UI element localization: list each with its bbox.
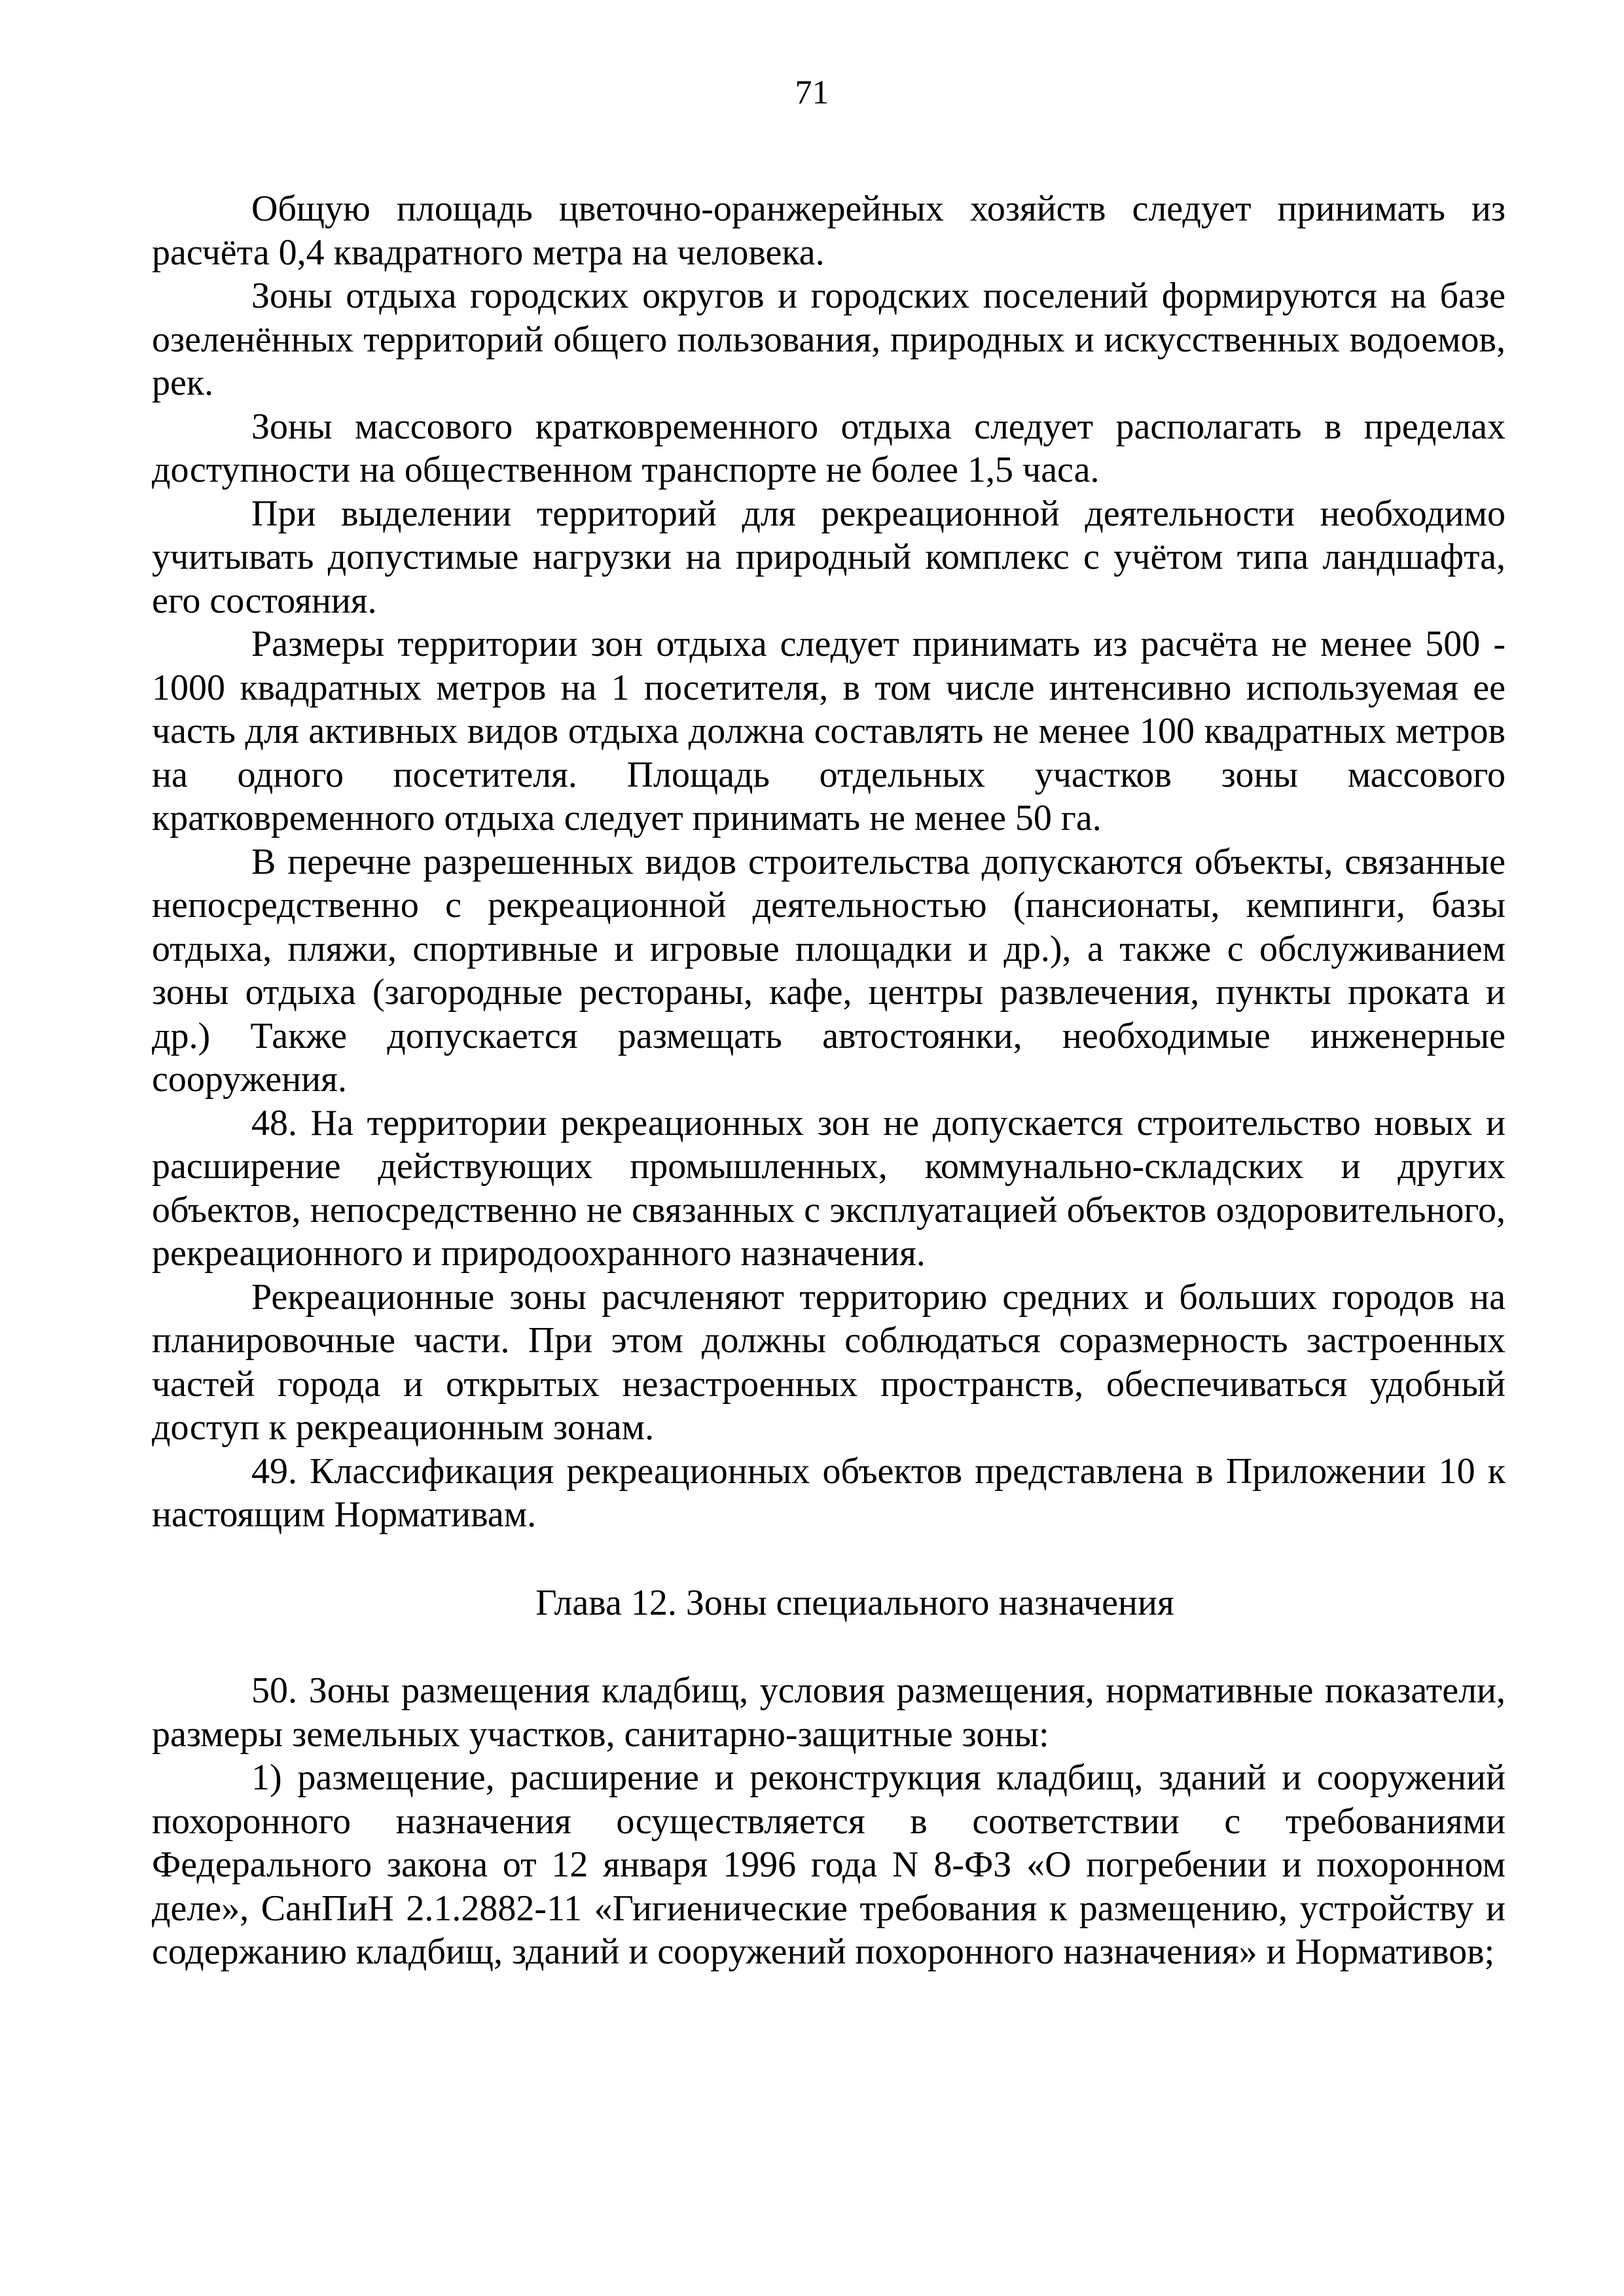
paragraph-recreational-zones-division: Рекреационные зоны расчленяют территорию средних и больших городов на планировочные части. При этом должны соблюдаться соразмерность застроенных частей города и открытых незастроенных пространств, обеспечиваться удобный доступ к рекреационным зонам. [152, 1276, 1506, 1448]
paragraph-item-49: 49. Классификация рекреационных объектов представлена в Приложении 10 к настоящим Нормативам. [152, 1450, 1506, 1535]
chapter-heading: Глава 12. Зоны специального назначения [535, 1582, 1174, 1623]
document-body [152, 187, 1506, 1974]
paragraph-item-48: 48. На территории рекреационных зон не допускается строительство новых и расширение действующих промышленных, коммунально-складских и других объектов, непосредственно не связанных с эксплуатацией объектов оздоровительного, рекреационного и природоохранного назначения. [152, 1102, 1506, 1274]
paragraph-short-term-rest-accessibility: Зоны массового кратковременного отдыха следует располагать в пределах доступности на общественном транспорте не более 1,5 часа. [152, 406, 1506, 490]
paragraph-flower-greenhouse-area: Общую площадь цветочно-оранжерейных хозяйств следует принимать из расчёта 0,4 квадратного метра на человека. [152, 188, 1506, 273]
page-number: 71 [795, 74, 829, 111]
paragraph-territory-sizes: Размеры территории зон отдыха следует принимать из расчёта не менее 500 - 1000 квадратных метров на 1 посетителя, в том числе интенсивно используемая ее часть для активных видов отдыха должна составлять не менее 100 квадратных метров на одного посетителя. Площадь отдельных участков зоны массового кратковременного отдыха следует принимать не менее 50 га. [152, 624, 1506, 838]
paragraph-item-50: 50. Зоны размещения кладбищ, условия размещения, нормативные показатели, размеры земельных участков, санитарно-защитные зоны: [152, 1670, 1506, 1755]
paragraph-recreation-zones-basis: Зоны отдыха городских округов и городских поселений формируются на базе озеленённых территорий общего пользования, природных и искусственных водоемов, рек. [152, 276, 1506, 403]
paragraph-allowable-loads: При выделении территорий для рекреационной деятельности необходимо учитывать допустимые нагрузки на природный комплекс с учётом типа ландшафта, его состояния. [152, 493, 1506, 621]
paragraph-permitted-construction: В перечне разрешенных видов строительства допускаются объекты, связанные непосредственно с рекреационной деятельностью (пансионаты, кемпинги, базы отдыха, пляжи, спортивные и игровые площадки и др.), а также с обслуживанием зоны отдыха (загородные рестораны, кафе, центры развлечения, пункты проката и др.) Также допускается размещать автостоянки, необходимые инженерные сооружения. [152, 841, 1506, 1100]
paragraph-item-50-subitem-1: 1) размещение, расширение и реконструкция кладбищ, зданий и сооружений похоронного назначения осуществляется в соответствии с требованиями Федерального закона от 12 января 1996 года N 8-ФЗ «О погребении и похоронном деле», СанПиН 2.1.2882-11 «Гигиенические требования к размещению, устройству и содержанию кладбищ, зданий и сооружений похоронного назначения» и Нормативов; [152, 1757, 1506, 1972]
